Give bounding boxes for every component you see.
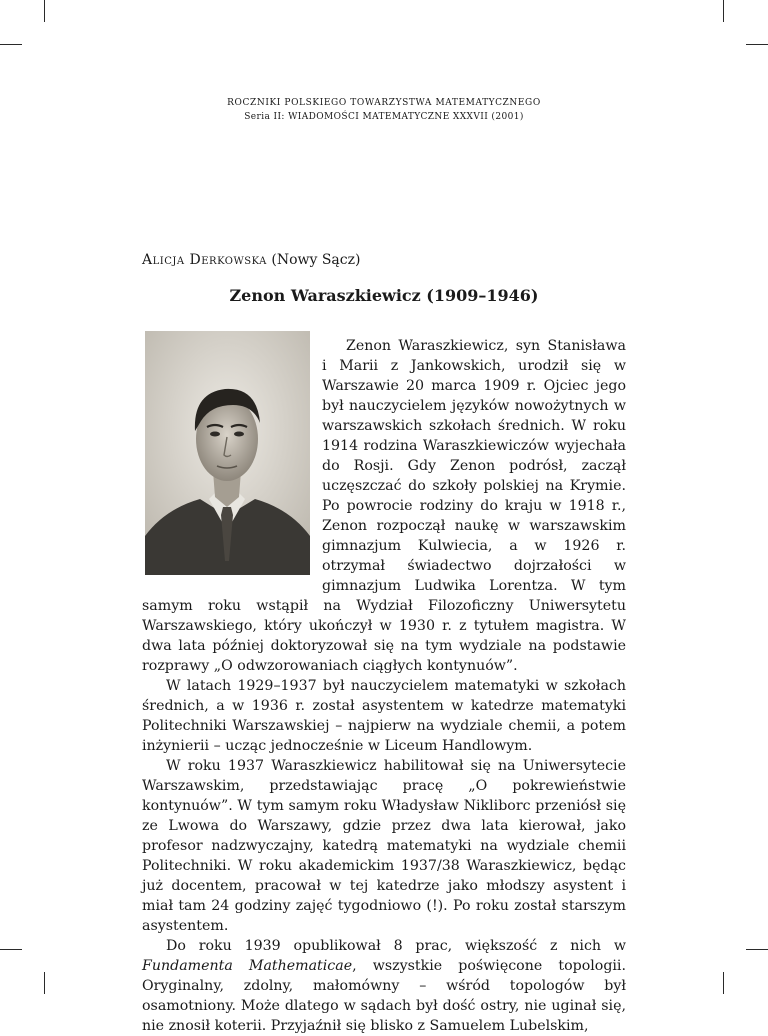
crop-mark	[746, 44, 768, 45]
author-place: (Nowy Sącz)	[271, 252, 361, 268]
article-body	[142, 336, 626, 1036]
journal-series: Seria II: WIADOMOŚCI MATEMATYCZNE XXXVII (2001)	[244, 112, 524, 122]
crop-mark	[723, 0, 724, 22]
paragraph-text: , wszystkie poświęcone topologii. Oryginalny, zdolny, małomówny – wśród topologów był osamotniony. Może dlatego w sądach był dość ostry, nie uginał się, nie znosił koterii. Przyjaźnił się blisko z Samuelem Lubelskim,	[142, 958, 626, 1034]
paragraph-text: Do roku 1939 opublikował 8 prac, większość z nich w	[166, 938, 626, 954]
crop-mark	[0, 44, 22, 45]
photo-float-space	[142, 336, 322, 578]
running-header	[0, 96, 768, 124]
article-title: Zenon Waraszkiewicz (1909–1946)	[229, 286, 539, 305]
crop-mark	[723, 972, 724, 994]
paragraph: W latach 1929–1937 był nauczycielem matematyki w szkołach średnich, a w 1936 r. został asystentem w katedrze matematyki Politechniki Warszawskiej – najpierw na wydziale chemii, a potem inżynierii – ucząc jednocześnie w Liceum Handlowym.	[142, 678, 626, 754]
crop-mark	[44, 0, 45, 22]
author-name: Alicja Derkowska	[142, 252, 267, 268]
paragraph	[142, 936, 626, 1036]
author-line	[142, 252, 360, 268]
journal-name: ROCZNIKI POLSKIEGO TOWARZYSTWA MATEMATYCZNEGO	[227, 98, 541, 108]
journal-reference: Fundamenta Mathematicae	[142, 958, 353, 974]
crop-mark	[0, 949, 22, 950]
crop-mark	[746, 949, 768, 950]
paragraph: Zenon Waraszkiewicz, syn Stanisława i Marii z Jankowskich, urodził się w Warszawie 20 marca 1909 r. Ojciec jego był nauczycielem języków nowożytnych w warszawskich szkołach średnich. W roku 1914 rodzina Waraszkiewiczów wyjechała do Rosji. Gdy Zenon podrósł, zaczął uczęszczać do szkoły polskiej na Krymie. Po powrocie rodziny do kraju w 1918 r., Zenon rozpoczął naukę w warszawskim gimnazjum Kulwiecia, a w 1926 r. otrzymał świadectwo dojrzałości w gimnazjum Ludwika Lorentza. W tym samym roku wstąpił na Wydział Filozoficzny Uniwersytetu Warszawskiego, który ukończył w 1930 r. z tytułem magistra. W dwa lata później doktoryzował się na tym wydziale na podstawie rozprawy „O odwzorowaniach ciągłych kontynuów”.	[142, 338, 626, 674]
crop-mark	[44, 972, 45, 994]
paragraph: W roku 1937 Waraszkiewicz habilitował się na Uniwersytecie Warszawskim, przedstawiając pracę „O pokrewieństwie kontynuów”. W tym samym roku Władysław Nikliborc przeniósł się ze Lwowa do Warszawy, gdzie przez dwa lata kierował, jako profesor nadzwyczajny, katedrą matematyki na wydziale chemii Politechniki. W roku akademickim 1937/38 Waraszkiewicz, będąc już docentem, pracował w tej katedrze jako młodszy asystent i miał tam 24 godziny zajęć tygodniowo (!). Po roku został starszym asystentem.	[142, 758, 626, 934]
